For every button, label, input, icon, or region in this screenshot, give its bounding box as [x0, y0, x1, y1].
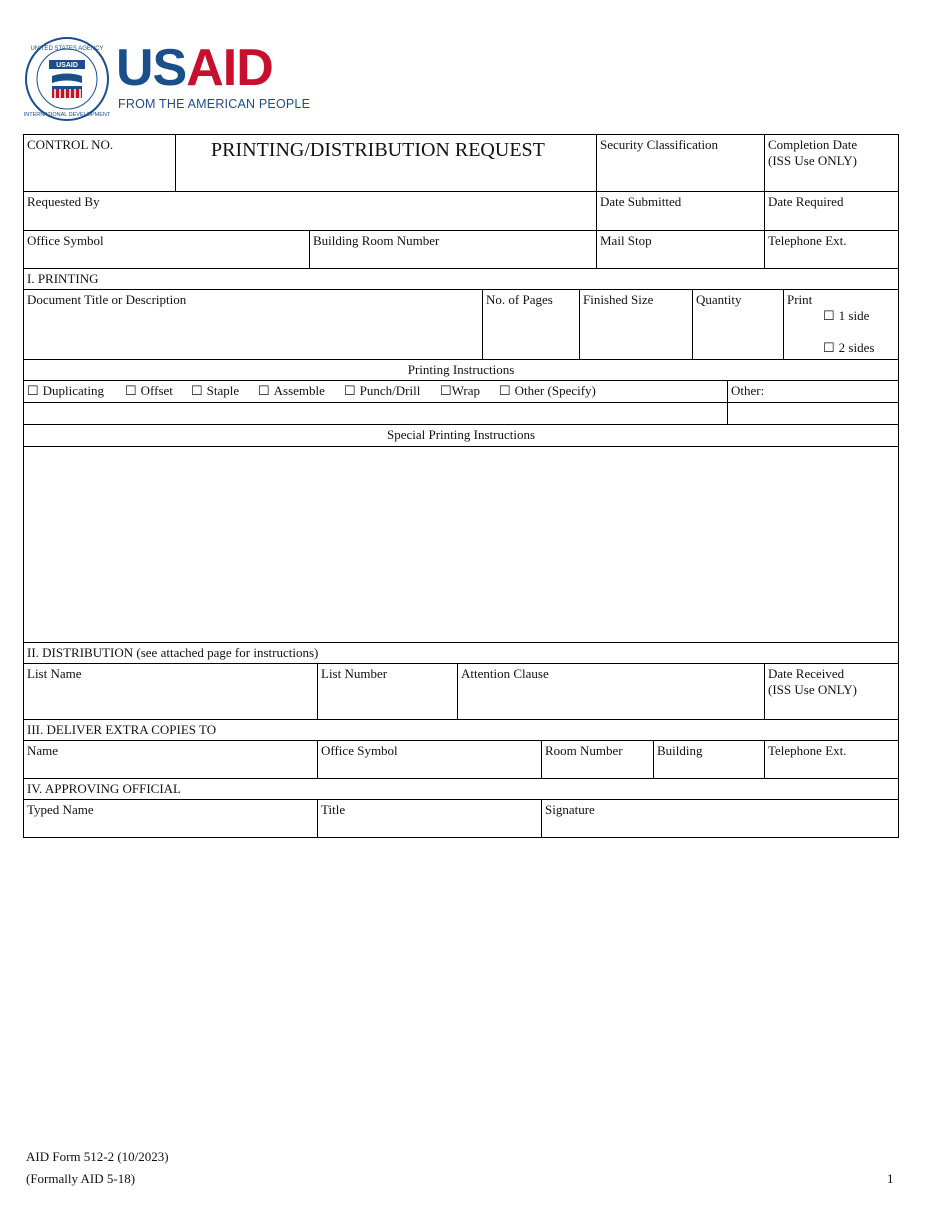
logo-aid: AID: [186, 39, 273, 97]
list-name-field[interactable]: [23, 663, 318, 720]
other-checkbox[interactable]: ☐: [499, 383, 511, 398]
extra-copies-section-title: III. DELIVER EXTRA COPIES TO: [27, 722, 217, 737]
extra-name-field[interactable]: [23, 740, 318, 779]
attention-clause-label: Attention Clause: [461, 666, 549, 681]
printing-instructions-header: [23, 359, 899, 381]
finished-size-label: Finished Size: [583, 292, 654, 307]
extra-building-field[interactable]: [653, 740, 765, 779]
telephone-label: Telephone Ext.: [768, 233, 847, 248]
quantity-label: Quantity: [696, 292, 742, 307]
other-specify-field[interactable]: [727, 402, 899, 425]
form-number: AID Form 512-2 (10/2023): [26, 1149, 169, 1164]
duplicating-checkbox[interactable]: ☐: [27, 383, 39, 398]
print-label: Print: [787, 292, 813, 307]
requested-by-field[interactable]: [23, 191, 597, 231]
option-wrap[interactable]: [440, 383, 480, 399]
control-no-field[interactable]: [23, 134, 176, 192]
signature-field[interactable]: [541, 799, 899, 838]
extra-telephone-field[interactable]: [764, 740, 899, 779]
one-side-option[interactable]: [823, 308, 869, 324]
form-formerly: (Formally AID 5-18): [26, 1171, 136, 1186]
telephone-field[interactable]: [764, 230, 899, 269]
other-specify-label: Other (Specify): [514, 383, 596, 398]
attention-clause-field[interactable]: [457, 663, 765, 720]
extra-copies-section-header: [23, 719, 899, 741]
special-instructions-header: [23, 424, 899, 447]
finished-size-field[interactable]: [579, 289, 693, 360]
office-symbol-field[interactable]: [23, 230, 310, 269]
extra-telephone-label: Telephone Ext.: [768, 743, 847, 758]
two-sides-option[interactable]: [823, 340, 874, 356]
special-instructions-title: Special Printing Instructions: [386, 427, 536, 442]
form-title: PRINTING/DISTRIBUTION REQUEST: [211, 139, 545, 161]
approving-section-header: [23, 778, 899, 800]
extra-room-number-label: Room Number: [545, 743, 623, 758]
other-label: Other:: [731, 383, 765, 398]
page-number: 1: [887, 1171, 894, 1186]
option-duplicating[interactable]: [27, 383, 104, 399]
svg-text:USAID: USAID: [56, 62, 78, 69]
date-submitted-field[interactable]: [596, 191, 765, 231]
staple-label: Staple: [206, 383, 240, 398]
date-received-field[interactable]: [764, 663, 899, 720]
logo-us: US: [116, 39, 187, 97]
list-name-label: List Name: [27, 666, 82, 681]
typed-name-field[interactable]: [23, 799, 318, 838]
extra-room-number-field[interactable]: [541, 740, 654, 779]
printing-instructions-title: Printing Instructions: [407, 362, 515, 377]
punch-drill-checkbox[interactable]: ☐: [344, 383, 356, 398]
typed-name-label: Typed Name: [27, 802, 94, 817]
approving-title-label: Title: [321, 802, 346, 817]
wrap-checkbox[interactable]: ☐: [440, 383, 452, 398]
document-title-field[interactable]: [23, 289, 483, 360]
option-other[interactable]: [499, 383, 596, 399]
approving-section-title: IV. APPROVING OFFICIAL: [27, 781, 181, 796]
duplicating-label: Duplicating: [42, 383, 105, 398]
printing-section-title: I. PRINTING: [27, 271, 99, 286]
document-title-label: Document Title or Description: [27, 292, 187, 307]
wrap-label: Wrap: [451, 383, 481, 398]
assemble-checkbox[interactable]: ☐: [258, 383, 270, 398]
options-blank-field[interactable]: [23, 402, 728, 425]
building-room-label: Building Room Number: [313, 233, 440, 248]
two-sides-label: 2 sides: [838, 340, 875, 355]
requested-by-label: Requested By: [27, 194, 100, 209]
offset-label: Offset: [140, 383, 173, 398]
no-of-pages-label: No. of Pages: [486, 292, 553, 307]
date-received-note: (ISS Use ONLY): [768, 682, 857, 697]
security-classification-field[interactable]: [596, 134, 765, 192]
printing-section-header: [23, 268, 899, 290]
option-staple[interactable]: [191, 383, 239, 399]
extra-name-label: Name: [27, 743, 59, 758]
date-received-label: Date Received: [768, 666, 845, 681]
extra-office-symbol-field[interactable]: [317, 740, 542, 779]
date-required-field[interactable]: [764, 191, 899, 231]
quantity-field[interactable]: [692, 289, 784, 360]
special-instructions-field[interactable]: [23, 446, 899, 643]
punch-drill-label: Punch/Drill: [359, 383, 421, 398]
usaid-logo: [24, 36, 324, 122]
svg-text:INTERNATIONAL DEVELOPMENT: INTERNATIONAL DEVELOPMENT: [24, 112, 110, 118]
other-field[interactable]: [727, 380, 899, 403]
assemble-label: Assemble: [273, 383, 325, 398]
completion-label: Completion Date: [768, 137, 858, 152]
list-number-field[interactable]: [317, 663, 458, 720]
print-sides-cell: [783, 289, 899, 360]
list-number-label: List Number: [321, 666, 388, 681]
security-label: Security Classification: [600, 137, 719, 152]
extra-building-label: Building: [657, 743, 703, 758]
date-submitted-label: Date Submitted: [600, 194, 682, 209]
control-no-label: CONTROL NO.: [27, 137, 114, 152]
option-offset[interactable]: [125, 383, 173, 399]
mail-stop-label: Mail Stop: [600, 233, 652, 248]
logo-tagline: FROM THE AMERICAN PEOPLE: [118, 97, 311, 111]
option-assemble[interactable]: [258, 383, 325, 399]
completion-note: (ISS Use ONLY): [768, 153, 857, 168]
title-cell: [175, 134, 597, 192]
extra-office-symbol-label: Office Symbol: [321, 743, 398, 758]
building-room-field[interactable]: [309, 230, 597, 269]
no-of-pages-field[interactable]: [482, 289, 580, 360]
completion-date-field[interactable]: [764, 134, 899, 192]
usaid-seal-icon: [24, 36, 110, 122]
distribution-section-title: II. DISTRIBUTION (see attached page for instructions): [27, 645, 319, 660]
distribution-section-header: [23, 642, 899, 664]
signature-label: Signature: [545, 802, 595, 817]
date-required-label: Date Required: [768, 194, 844, 209]
one-side-label: 1 side: [838, 308, 870, 323]
svg-text:UNITED STATES AGENCY: UNITED STATES AGENCY: [30, 46, 104, 52]
option-punch-drill[interactable]: [344, 383, 420, 399]
approving-title-field[interactable]: [317, 799, 542, 838]
offset-checkbox[interactable]: ☐: [125, 383, 137, 398]
office-symbol-label: Office Symbol: [27, 233, 104, 248]
one-side-checkbox[interactable]: ☐: [823, 308, 835, 323]
mail-stop-field[interactable]: [596, 230, 765, 269]
printing-options-row: [23, 380, 728, 403]
two-sides-checkbox[interactable]: ☐: [823, 340, 835, 355]
staple-checkbox[interactable]: ☐: [191, 383, 203, 398]
